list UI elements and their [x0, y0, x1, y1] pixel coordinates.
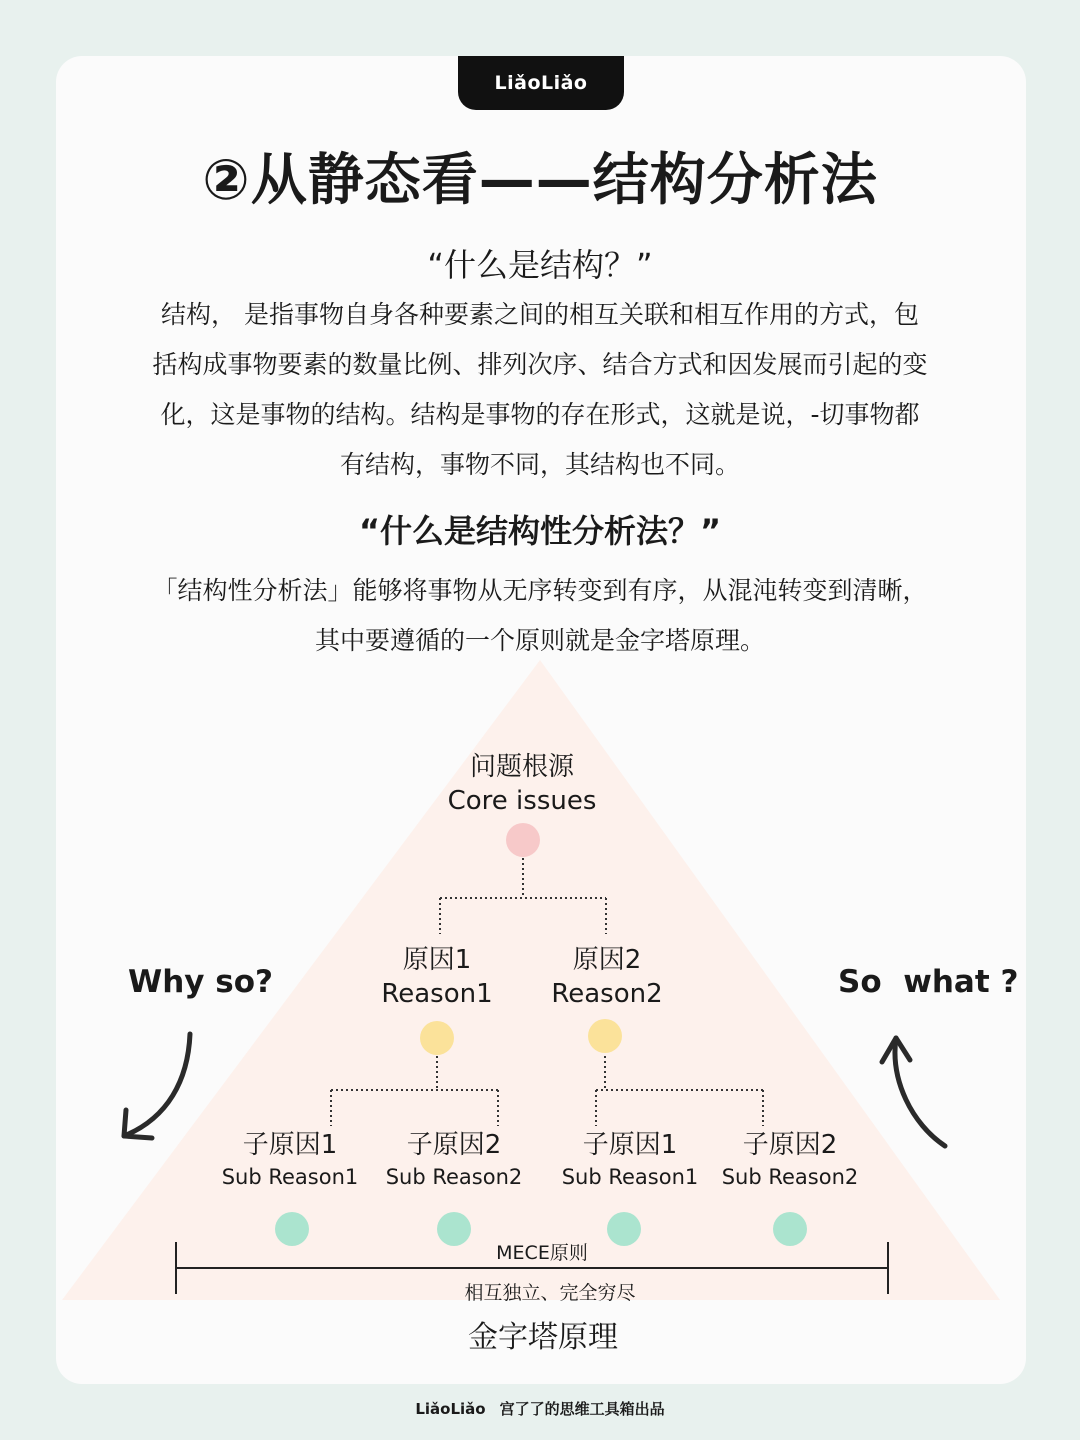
- mece-label: MECE原则: [496, 1242, 588, 1264]
- reason-node-label: 原因2 Reason2: [551, 945, 663, 1009]
- sub-reason-node-dot: [275, 1212, 309, 1246]
- definition-line: 其中要遵循的一个原则就是金字塔原理。: [314, 626, 765, 655]
- definition-line: 化，这是事物的结构。结构是事物的存在形式，这就是说，-切事物都: [160, 400, 920, 429]
- why-so-arrow-icon: [124, 1034, 190, 1138]
- pyramid-caption: 金字塔原理: [468, 1320, 618, 1355]
- mece-description: 相互独立、完全穷尽: [464, 1282, 636, 1304]
- definition-line: 括构成事物要素的数量比例、排列次序、结合方式和因发展而引起的变: [152, 350, 928, 379]
- sub-reason-label: 子原因2 Sub Reason2: [721, 1130, 859, 1189]
- so-what-arrow-icon: [882, 1038, 945, 1146]
- footer: [0, 1398, 1080, 1419]
- root-node-dot: [506, 823, 540, 857]
- footer-brand: LiǎoLiǎo: [415, 1400, 486, 1418]
- why-so-label: Why so?: [128, 964, 273, 1000]
- footer-text: 宫了了的思维工具箱出品: [499, 1400, 665, 1418]
- reason-node-dot: [420, 1021, 454, 1055]
- definition-line: 有结构，事物不同，其结构也不同。: [339, 450, 740, 479]
- question-what-is-structural-analysis: “什么是结构性分析法？”: [358, 512, 722, 550]
- sub-reason-label: 子原因1 Sub Reason1: [561, 1130, 699, 1189]
- root-node-label: 问题根源 Core issues: [447, 752, 597, 816]
- reason-node-label: 原因1 Reason1: [381, 945, 493, 1009]
- definition-line: 结构， 是指事物自身各种要素之间的相互关联和相互作用的方式，包: [161, 300, 919, 329]
- brand-logo-text: LiǎoLiǎo: [494, 72, 588, 94]
- reason-node-dot: [588, 1019, 622, 1053]
- sub-reason-label: 子原因2 Sub Reason2: [385, 1130, 523, 1189]
- so-what-label: So what ?: [838, 964, 1019, 1000]
- sub-reason-label: 子原因1 Sub Reason1: [221, 1130, 359, 1189]
- question-what-is-structure: “什么是结构？”: [427, 246, 653, 284]
- page-title: ②从静态看——结构分析法: [202, 148, 878, 213]
- definition-line: 「结构性分析法」能够将事物从无序转变到有序，从混沌转变到清晰，: [152, 576, 928, 605]
- sub-reason-node-dot: [773, 1212, 807, 1246]
